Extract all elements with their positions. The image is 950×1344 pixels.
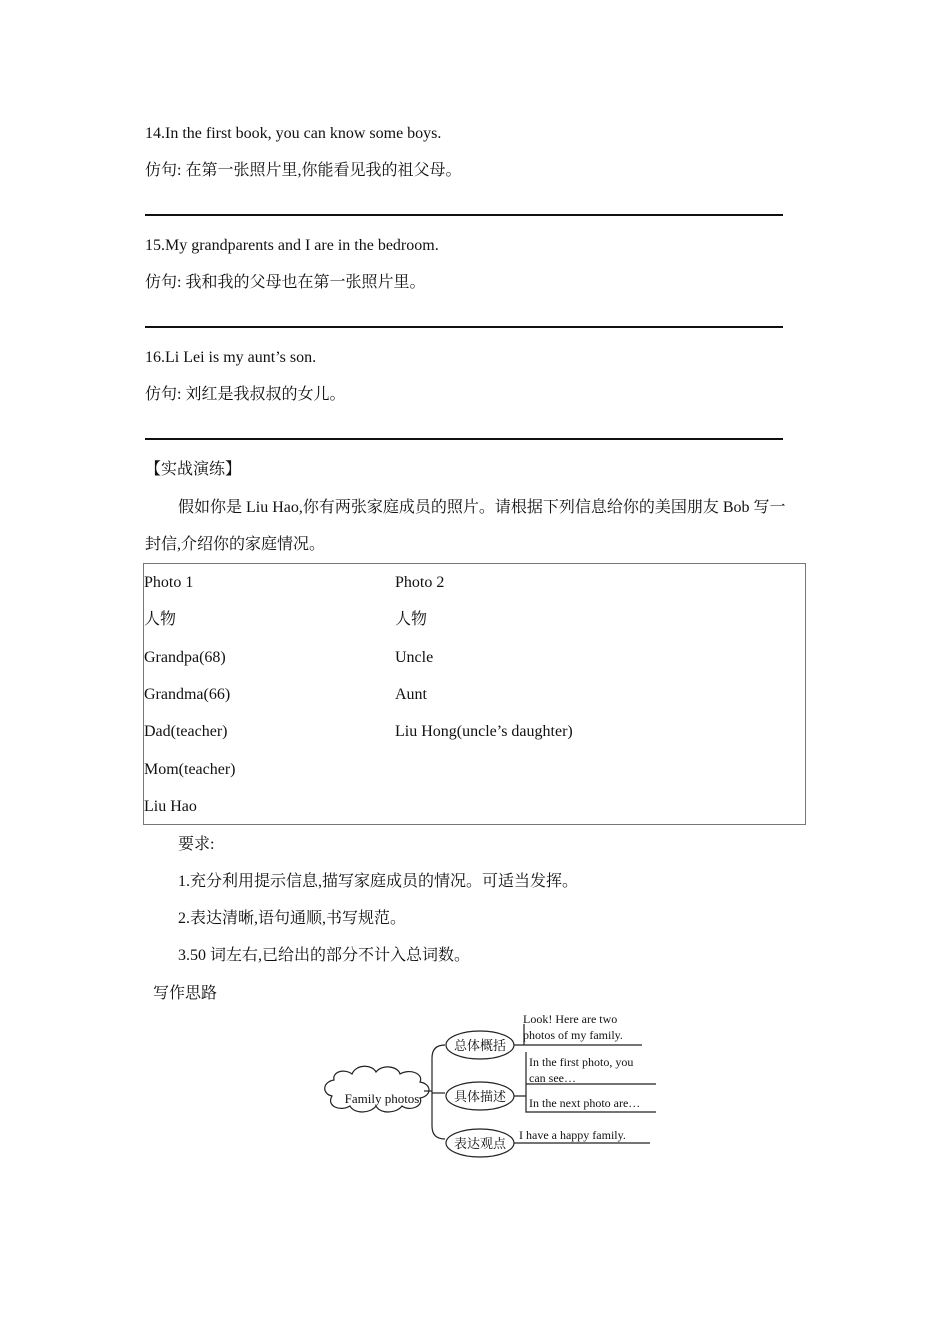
- exercise-15-imitate: [145, 273, 425, 293]
- table-col2-cell: Photo 2: [395, 574, 445, 591]
- imitate-label: 仿句:: [145, 162, 182, 179]
- writing-mindmap: [318, 1008, 664, 1168]
- practice-intro-line1: 假如你是 Liu Hao,你有两张家庭成员的照片。请根据下列信息给你的美国朋友 Bob 写一: [178, 499, 786, 516]
- imitate-text: 在第一张照片里,你能看见我的祖父母。: [185, 162, 462, 179]
- branch-text: Look! Here are two: [523, 1012, 618, 1026]
- table-col1-cell: Dad(teacher): [144, 723, 228, 740]
- requirement-item: 1.充分利用提示信息,描写家庭成员的情况。可适当发挥。: [178, 873, 579, 890]
- answer-line-16[interactable]: [145, 438, 783, 440]
- table-col2-cell: Aunt: [395, 686, 427, 703]
- requirement-item: 2.表达清晰,语句通顺,书写规范。: [178, 910, 407, 927]
- table-col1-cell: Photo 1: [144, 574, 194, 591]
- exercise-15-prompt: 15.My grandparents and I are in the bedroom.: [145, 237, 439, 254]
- branch-text: I have a happy family.: [519, 1128, 626, 1142]
- practice-intro-line2: 封信,介绍你的家庭情况。: [145, 536, 326, 553]
- exercise-16-prompt: 16.Li Lei is my aunt’s son.: [145, 349, 317, 366]
- table-col1-cell: Mom(teacher): [144, 761, 236, 778]
- imitate-text: 我和我的父母也在第一张照片里。: [185, 274, 426, 291]
- branch-label-summary: 总体概括: [453, 1038, 507, 1053]
- table-col1-cell: Liu Hao: [144, 798, 197, 815]
- requirement-item: 3.50 词左右,已给出的部分不计入总词数。: [178, 947, 471, 964]
- table-col1-cell: 人物: [144, 611, 177, 628]
- exercise-14-imitate: [145, 161, 461, 181]
- branch-text: In the next photo are…: [529, 1096, 641, 1110]
- requirements-title: 要求:: [178, 836, 215, 853]
- imitate-text: 刘红是我叔叔的女儿。: [185, 386, 346, 403]
- exercise-16-imitate: [145, 385, 345, 405]
- imitate-label: 仿句:: [145, 386, 182, 403]
- answer-line-14[interactable]: [145, 214, 783, 216]
- answer-line-15[interactable]: [145, 326, 783, 328]
- table-col1-cell: Grandpa(68): [144, 649, 226, 666]
- exercise-14-prompt: 14.In the first book, you can know some boys.: [145, 125, 442, 142]
- branch-text: can see…: [529, 1071, 576, 1085]
- branch-label-opinion: 表达观点: [453, 1136, 507, 1151]
- branch-text: In the first photo, you: [529, 1055, 634, 1069]
- practice-heading: 【实战演练】: [145, 461, 242, 478]
- imitate-label: 仿句:: [145, 274, 182, 291]
- writing-idea-title: 写作思路: [153, 985, 218, 1002]
- branch-label-detail: 具体描述: [453, 1089, 507, 1104]
- table-col2-cell: Liu Hong(uncle’s daughter): [395, 723, 573, 740]
- table-col1-cell: Grandma(66): [144, 686, 231, 703]
- table-col2-cell: 人物: [395, 611, 428, 628]
- table-col2-cell: Uncle: [395, 649, 434, 666]
- info-table: [143, 563, 806, 825]
- cloud-label: Family photos: [344, 1091, 420, 1106]
- branch-text: photos of my family.: [523, 1028, 623, 1042]
